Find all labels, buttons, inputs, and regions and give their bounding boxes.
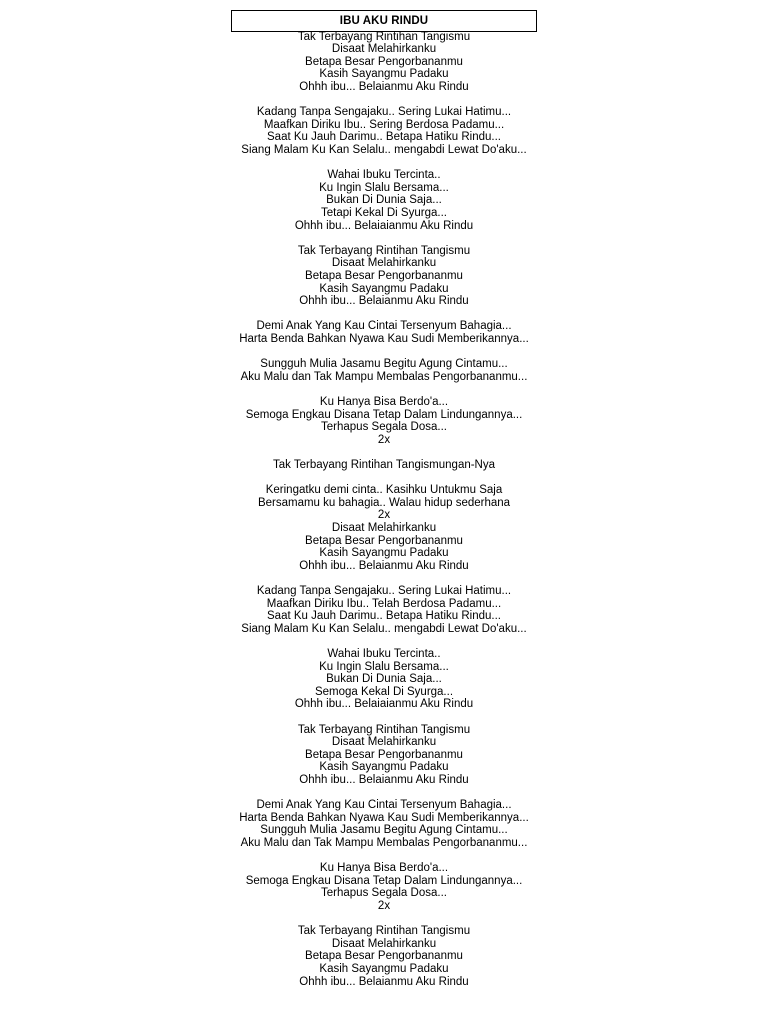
lyric-line: Siang Malam Ku Kan Selalu.. mengabdi Lewat Do'aku...	[241, 622, 527, 635]
page-title: IBU AKU RINDU	[339, 15, 429, 27]
lyric-line: Betapa Besar Pengorbananmu	[305, 55, 463, 68]
lyric-line: Bersamamu ku bahagia.. Walau hidup sederhana	[257, 496, 511, 509]
lyric-line: Betapa Besar Pengorbananmu	[305, 269, 463, 282]
lyric-line: Tak Terbayang Rintihan Tangismu	[297, 925, 471, 938]
lyric-line: Disaat Melahirkanku	[331, 937, 437, 950]
lyric-line: Kasih Sayangmu Padaku	[319, 962, 449, 975]
lyric-line: Disaat Melahirkanku	[331, 736, 437, 749]
lyric-line: Maafkan Diriku Ibu.. Telah Berdosa Padamu...	[266, 597, 502, 610]
lyric-line: Tak Terbayang Rintihan Tangismu	[297, 723, 471, 736]
lyric-line: Aku Malu dan Tak Mampu Membalas Pengorbananmu...	[240, 836, 528, 849]
lyric-line: Harta Benda Bahkan Nyawa Kau Sudi Memberikannya...	[239, 811, 529, 824]
lyric-line: Bukan Di Dunia Saja...	[326, 194, 442, 207]
lyric-line: Ku Hanya Bisa Berdo'a...	[319, 395, 449, 408]
lyric-line: Sungguh Mulia Jasamu Begitu Agung Cintamu...	[260, 358, 508, 371]
lyric-line: Disaat Melahirkanku	[331, 521, 437, 534]
lyric-line: Sungguh Mulia Jasamu Begitu Agung Cintamu...	[260, 824, 508, 837]
lyric-line: Demi Anak Yang Kau Cintai Tersenyum Bahagia...	[256, 799, 512, 812]
lyric-line: Kasih Sayangmu Padaku	[319, 761, 449, 774]
lyric-line: Kasih Sayangmu Padaku	[319, 547, 449, 560]
lyric-line: Maafkan Diriku Ibu.. Sering Berdosa Padamu...	[263, 118, 505, 131]
lyric-line: 2x	[377, 899, 391, 912]
lyric-line: Kasih Sayangmu Padaku	[319, 282, 449, 295]
lyric-line: Ohhh ibu... Belaianmu Aku Rindu	[299, 295, 469, 308]
lyric-line: Bukan Di Dunia Saja...	[326, 673, 442, 686]
lyric-line: Semoga Engkau Disana Tetap Dalam Lindungannya...	[245, 408, 523, 421]
lyric-line: Terhapus Segala Dosa...	[321, 421, 447, 434]
lyric-line: Ku Hanya Bisa Berdo'a...	[319, 862, 449, 875]
lyric-line: Disaat Melahirkanku	[331, 257, 437, 270]
lyric-line: Semoga Kekal Di Syurga...	[314, 685, 454, 698]
lyric-line: Disaat Melahirkanku	[331, 43, 437, 56]
lyric-line: Tetapi Kekal Di Syurga...	[321, 206, 447, 219]
lyric-line: Aku Malu dan Tak Mampu Membalas Pengorbananmu...	[240, 370, 528, 383]
lyric-line: Saat Ku Jauh Darimu.. Betapa Hatiku Rindu...	[267, 610, 501, 623]
lyric-line: Wahai Ibuku Tercinta..	[327, 169, 441, 182]
lyric-line: Saat Ku Jauh Darimu.. Betapa Hatiku Rindu...	[267, 131, 501, 144]
lyric-line: 2x	[377, 509, 391, 522]
lyric-line: Tak Terbayang Rintihan Tangismungan-Nya	[272, 458, 496, 471]
lyric-line: Tak Terbayang Rintihan Tangismu	[297, 244, 471, 257]
lyric-line: Wahai Ibuku Tercinta..	[327, 647, 441, 660]
lyric-line: Ku Ingin Slalu Bersama...	[319, 660, 449, 673]
lyric-line: Siang Malam Ku Kan Selalu.. mengabdi Lewat Do'aku...	[241, 143, 527, 156]
lyric-line: Keringatku demi cinta.. Kasihku Untukmu Saja	[265, 484, 503, 497]
lyric-line: Ohhh ibu... Belaiaianmu Aku Rindu	[294, 698, 474, 711]
lyric-line: Harta Benda Bahkan Nyawa Kau Sudi Memberikannya...	[239, 332, 529, 345]
lyric-line: Betapa Besar Pengorbananmu	[305, 950, 463, 963]
lyric-line: Ku Ingin Slalu Bersama...	[319, 181, 449, 194]
lyric-line: 2x	[377, 433, 391, 446]
lyric-line: Terhapus Segala Dosa...	[321, 887, 447, 900]
lyric-line: Ohhh ibu... Belaianmu Aku Rindu	[299, 975, 469, 988]
lyric-line: Kadang Tanpa Sengajaku.. Sering Lukai Hatimu...	[256, 106, 512, 119]
lyric-line: Semoga Engkau Disana Tetap Dalam Lindungannya...	[245, 874, 523, 887]
lyric-line: Kasih Sayangmu Padaku	[319, 68, 449, 81]
lyric-line: Betapa Besar Pengorbananmu	[305, 748, 463, 761]
lyric-line: Betapa Besar Pengorbananmu	[305, 534, 463, 547]
lyric-line: Demi Anak Yang Kau Cintai Tersenyum Bahagia...	[256, 320, 512, 333]
lyric-line: Ohhh ibu... Belaianmu Aku Rindu	[299, 559, 469, 572]
lyric-line: Tak Terbayang Rintihan Tangismu	[297, 30, 471, 43]
lyric-line: Kadang Tanpa Sengajaku.. Sering Lukai Hatimu...	[256, 584, 512, 597]
lyric-line: Ohhh ibu... Belaianmu Aku Rindu	[299, 773, 469, 786]
lyric-line: Ohhh ibu... Belaiaianmu Aku Rindu	[294, 219, 474, 232]
lyric-line: Ohhh ibu... Belaianmu Aku Rindu	[299, 80, 469, 93]
